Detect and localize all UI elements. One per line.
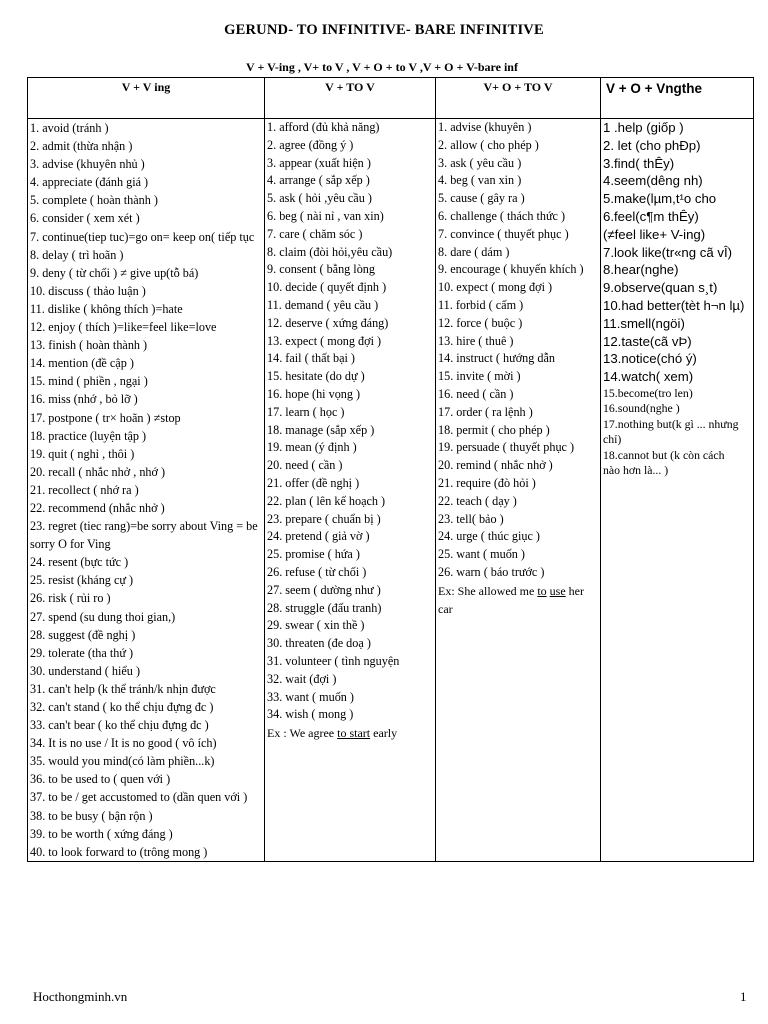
list-item: 6. consider ( xem xét ) [30,211,140,226]
list-item: 13. expect ( mong đợi ) [267,333,382,348]
list-item: 29. tolerate (tha thứ ) [30,645,134,660]
list-item: 9. encourage ( khuyến khích ) [438,262,584,277]
list-item: 20. remind ( nhắc nhở ) [438,458,553,473]
list-item: 3.find( thÊy) [603,155,675,171]
list-item: 25. promise ( hứa ) [267,547,360,562]
list-item: 1. advise (khuyên ) [438,120,532,134]
list-item: 26. warn ( báo trước ) [438,564,545,579]
list-item: 10.had better(tèt h¬n lµ) [603,297,745,313]
list-item: 30. threaten (đe doạ ) [267,636,371,651]
list-item: 18. manage (sắp xếp ) [267,422,375,437]
column-to-infinitive [265,119,436,862]
list-item: 5. cause ( gây ra ) [438,191,525,206]
list-item: 17.nothing but(k gì ... nhưng chỉ) [603,416,739,447]
list-item: 20. need ( cần ) [267,458,343,473]
list-item: 4. beg ( van xin ) [438,173,522,188]
list-item: 3. ask ( yêu cầu ) [438,155,522,170]
list-item: 31. can't help (k thể tránh/k nhịn được [30,681,216,696]
list-item: 17. postpone ( tr× hoãn ) ≠stop [30,410,181,425]
body-row [28,119,754,862]
list-item: 9. consent ( bằng lòng [267,262,375,277]
list-item: 28. suggest (đề nghị ) [30,627,136,642]
list-item: 16.sound(nghe ) [603,401,680,416]
list-item: 2. admit (thừa nhận ) [30,139,133,154]
list-item: 36. to be used to ( quen với ) [30,772,171,787]
list-item: 24. resent (bực tức ) [30,555,129,570]
list-item: 38. to be busy ( bận rộn ) [30,808,153,823]
list-item: 27. spend (su dung thoi gian,) [30,609,176,624]
list-item: 9.observe(quan s¸t) [603,280,718,296]
list-item: 15. invite ( mời ) [438,369,521,384]
list-item: 15. hesitate (do dự ) [267,369,365,384]
list-item: 7. continue(tiep tuc)=go on= keep on( tiếp tục [30,229,255,244]
verb-table [27,77,754,862]
list-item: 8.hear(nghe) [603,262,679,278]
list-item: 7.look like(tr«ng cã vÎ) [603,244,732,260]
header-row [28,78,754,119]
list-item: 16. miss (nhớ , bỏ lỡ ) [30,392,138,407]
list-item: 12. deserve ( xứng đáng) [267,315,389,330]
list-item: 11. dislike ( không thích )=hate [30,301,183,316]
list-item: 2. allow ( cho phép ) [438,137,539,152]
list-item: 6.feel(c¶m thÊy) [603,208,699,224]
list-item: 15. mind ( phiền , ngại ) [30,374,148,389]
list-item: 22. plan ( lên kế hoạch ) [267,493,386,508]
list-item: 39. to be worth ( xứng đáng ) [30,826,173,841]
list-item: 12. enjoy ( thích )=like=feel like=love [30,320,217,335]
list-item: 2. let (cho phÐp) [603,137,701,153]
page-subtitle: V + V-ing , V+ to V , V + O + to V ,V + O + V-bare inf [246,60,518,74]
list-item: 13. finish ( hoàn thành ) [30,338,148,353]
list-item: 12.taste(cã vÞ) [603,333,692,349]
list-item: 6. challenge ( thách thức ) [438,208,566,223]
list-item: 19. persuade ( thuyết phục ) [438,440,575,455]
list-item: 28. struggle (đấu tranh) [267,600,382,615]
list-item: 24. pretend ( giả vờ ) [267,529,370,544]
list-item: 21. recollect ( nhớ ra ) [30,482,139,497]
col3-example: Ex: She allowed me to use her car [438,583,584,616]
list-item: 27. seem ( dường như ) [267,582,381,597]
list-item: 10. decide ( quyết định ) [267,280,387,295]
list-item: 11. forbid ( cấm ) [438,297,524,312]
list-item: 32. can't stand ( ko thể chịu đựng đc ) [30,700,214,714]
list-item: 13.notice(chó ý) [603,351,697,367]
list-item: 19. mean (ý định ) [267,440,357,455]
list-item: 29. swear ( xin thề ) [267,618,365,633]
list-item: 11.smell(ngöi) [603,315,685,331]
list-item: 18. permit ( cho phép ) [438,422,550,437]
list-item: 18.cannot but (k còn cách [603,447,725,462]
object-to-infinitive-list [438,119,598,582]
list-item: 2. agree (đồng ý ) [267,137,354,152]
page-title: GERUND- TO INFINITIVE- BARE INFINITIVE [224,22,544,38]
list-item: 18. practice (luyện tập ) [30,428,147,443]
list-item: 33. can't bear ( ko thể chịu đựng đc ) [30,718,209,733]
list-item: 14. mention (đề cập ) [30,356,134,371]
header-v-o-vbare: V + O + Vngthe [601,78,754,119]
list-item: 8. dare ( dám ) [438,244,510,259]
list-item: 16. hope (hi vọng ) [267,386,361,401]
list-item: 14. fail ( thất bại ) [267,351,355,366]
gerund-list [30,119,262,861]
list-item: 5. ask ( hỏi ,yêu cầu ) [267,191,372,206]
list-item: 8. claim (đòi hỏi,yêu cầu) [267,244,393,259]
list-item: 11. demand ( yêu cầu ) [267,297,379,312]
list-item: 15.become(tro len) [603,385,693,400]
bare-infinitive-list [603,119,751,479]
list-item: 14.watch( xem) [603,369,694,385]
col2-example: Ex : We agree to start early [267,726,398,741]
column-gerund [28,119,265,862]
list-item: 7. convince ( thuyết phục ) [438,226,569,241]
list-item: 17. learn ( học ) [267,404,345,419]
column-object-to-infinitive [436,119,601,862]
column-bare-infinitive [601,119,754,862]
list-item: 4. arrange ( sắp xếp ) [267,173,370,188]
list-item: 3. advise (khuyên nhủ ) [30,157,145,172]
page-number: 1 [740,989,747,1004]
header-v-o-to-v: V+ O + TO V [436,78,601,119]
list-item: 3. appear (xuất hiện ) [267,155,371,170]
list-item: 31. volunteer ( tình nguyện [267,653,400,668]
list-item: 20. recall ( nhắc nhở , nhớ ) [30,464,166,479]
list-item: 23. regret (tiec rang)=be sorry about Ving = be sorry O for Ving [30,519,258,552]
list-item: 22. teach ( dạy ) [438,493,517,508]
list-item: 22. recommend (nhắc nhở ) [30,500,165,515]
list-item: 34. wish ( mong ) [267,707,354,722]
list-item: 35. would you mind(có làm phiền...k) [30,754,215,769]
list-item: 30. understand ( hiểu ) [30,663,140,678]
list-item: 1. avoid (tránh ) [30,121,109,135]
list-item: 10. discuss ( thảo luận ) [30,283,146,298]
list-item: 6. beg ( nài nỉ , van xin) [267,208,384,223]
list-item: 5.make(lµm,t¹o cho [603,191,717,207]
list-item: 25. resist (kháng cự ) [30,573,134,588]
list-item: 23. prepare ( chuẩn bị ) [267,511,381,526]
header-v-to-v: V + TO V [265,78,436,119]
list-item: 4.seem(dêng nh) [603,173,703,189]
list-item: 16. need ( cần ) [438,386,514,401]
list-item: 12. force ( buộc ) [438,315,523,330]
list-item: 26. risk ( rủi ro ) [30,591,111,606]
list-item: 10. expect ( mong đợi ) [438,280,553,295]
list-item: 37. to be / get accustomed to (dần quen với ) [30,790,248,805]
list-item: (≠feel like+ V-ing) [603,226,706,242]
list-item: 40. to look forward to (trông mong ) [30,844,208,859]
list-item: 25. want ( muốn ) [438,547,525,562]
list-item: 14. instruct ( hướng dẫn [438,351,555,366]
list-item: nào hơn là... ) [603,463,669,478]
list-item: 1. afford (đủ khả năng) [267,120,380,134]
to-infinitive-list [267,119,433,724]
list-item: 7. care ( chăm sóc ) [267,226,363,241]
list-item: 13. hire ( thuê ) [438,333,514,348]
list-item: 24. urge ( thúc giục ) [438,529,540,544]
list-item: 33. want ( muốn ) [267,689,354,704]
list-item: 26. refuse ( từ chối ) [267,564,367,579]
list-item: 21. offer (đề nghị ) [267,475,360,490]
list-item: 34. It is no use / It is no good ( vô ích) [30,736,217,751]
list-item: 32. wait (đợi ) [267,671,337,686]
list-item: 1 .help (giốp ) [603,120,684,135]
list-item: 5. complete ( hoàn thành ) [30,193,158,208]
list-item: 9. deny ( từ chối ) ≠ give up(tỗ bá) [30,265,199,280]
list-item: 17. order ( ra lệnh ) [438,404,533,419]
list-item: 8. delay ( trì hoãn ) [30,247,124,262]
header-v-ving: V + V ing [28,78,265,119]
list-item: 21. require (đò hỏi ) [438,475,536,490]
list-item: 19. quit ( nghỉ , thôi ) [30,446,135,461]
footer-site: Hocthongminh.vn [33,989,128,1004]
list-item: 4. appreciate (đánh giá ) [30,175,149,190]
list-item: 23. tell( bảo ) [438,511,504,526]
